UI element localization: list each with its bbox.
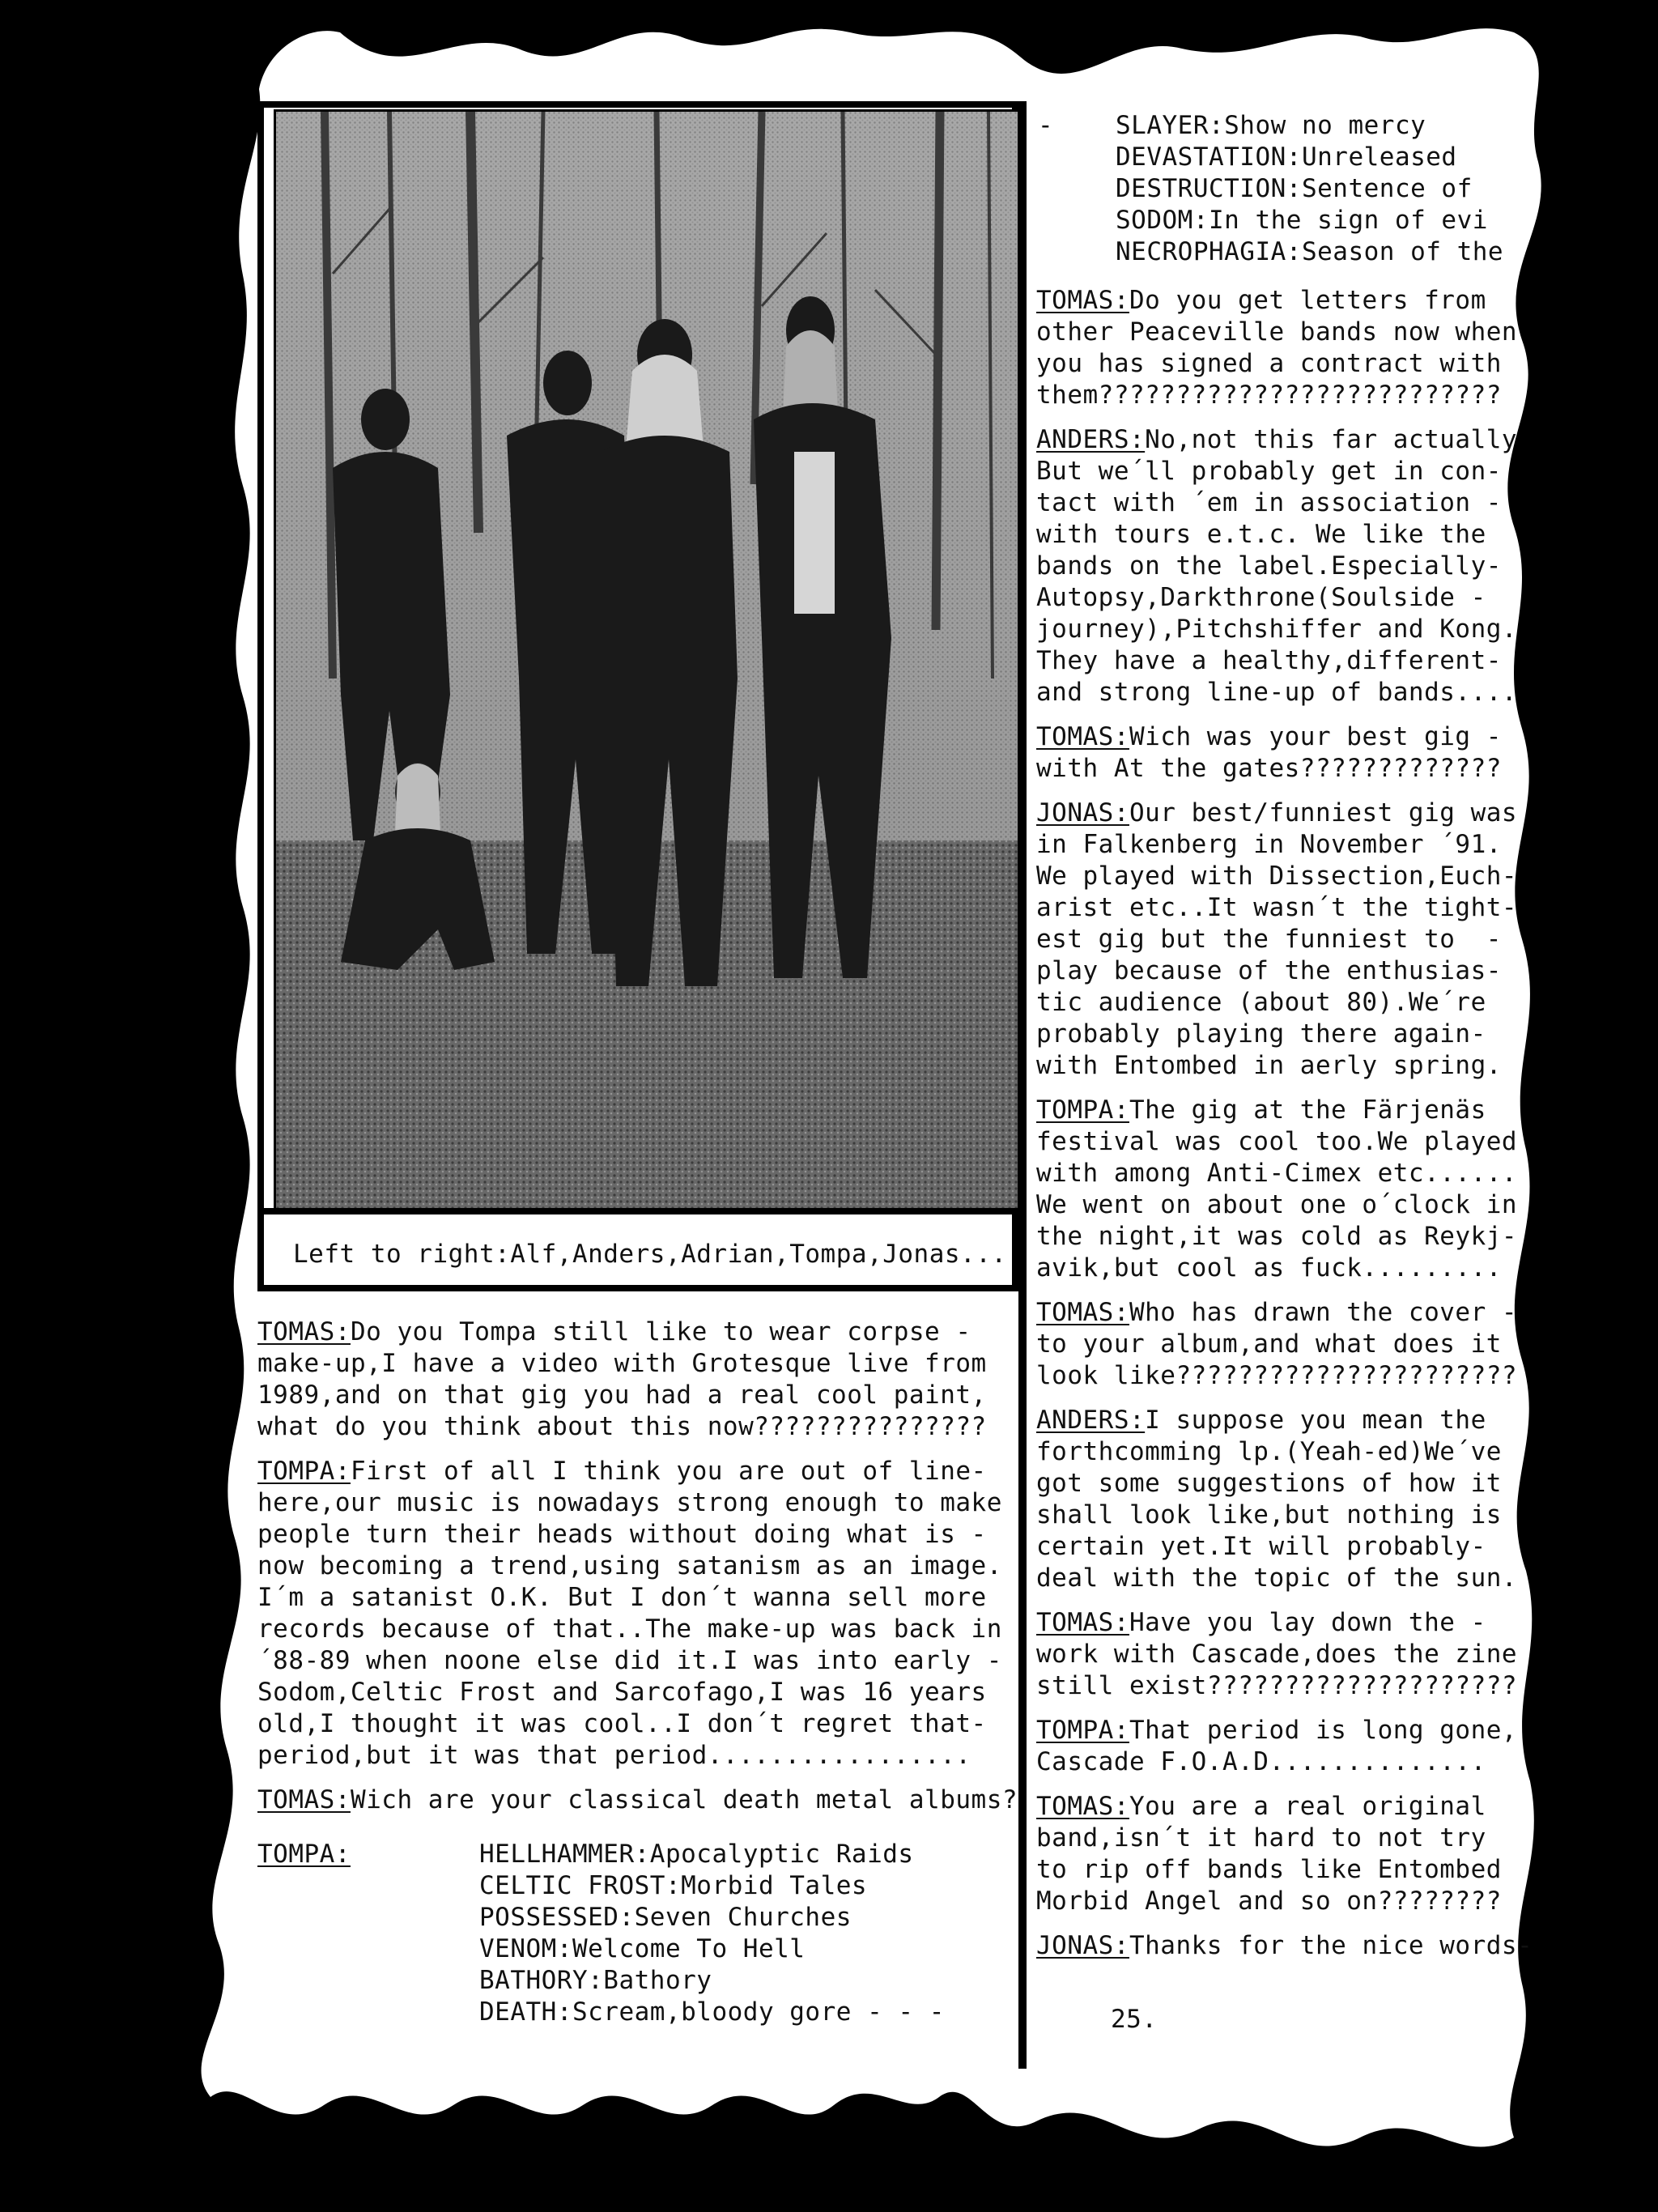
qa-text: ´88-89 when noone else did it.I was into early - [257,1646,1002,1675]
album-entry: DESTRUCTION:Sentence of [1116,174,1473,203]
qa-block [1036,1715,1538,1778]
qa-text: deal with the topic of the sun. [1036,1563,1518,1593]
qa-text: look like?????????????????????? [1036,1361,1518,1390]
qa-line [1036,1607,1538,1639]
right-column-interview [1036,285,1538,1975]
qa-line [257,1677,1018,1708]
qa-text: with At the gates????????????? [1036,754,1502,783]
qa-line [1036,955,1538,987]
qa-line [1036,1436,1538,1468]
qa-block [1036,798,1538,1082]
qa-line [257,1645,1018,1677]
qa-text: But we´ll probably get in con- [1036,457,1502,486]
qa-line [1036,892,1538,924]
album-list-dash: - [1038,111,1054,140]
qa-text: forthcomming lp.(Yeah-ed)We´ve [1036,1437,1502,1466]
qa-text: got some suggestions of how it [1036,1469,1502,1498]
album-entry: VENOM:Welcome To Hell [479,1934,806,1963]
qa-text: Wich was your best gig - [1129,722,1502,751]
qa-block [1036,1930,1538,1962]
qa-text: work with Cascade,does the zine [1036,1640,1518,1669]
qa-line [257,1740,1018,1772]
qa-line [1036,456,1538,487]
speaker-label: JONAS: [1036,798,1129,827]
qa-line [1036,582,1538,614]
album-entry: POSSESSED:Seven Churches [479,1903,852,1932]
qa-line [1036,1095,1538,1126]
left-column-interview [257,1317,1018,1829]
qa-line [1036,1746,1538,1778]
qa-block [1036,1297,1538,1392]
qa-line [1036,380,1538,411]
qa-text: That period is long gone, [1129,1716,1518,1745]
qa-text: you has signed a contract with [1036,349,1502,378]
qa-text: the night,it was cold as Reykj- [1036,1222,1518,1251]
qa-line [1036,285,1538,317]
qa-line [1036,677,1538,708]
qa-text: tact with ´em in association - [1036,488,1502,517]
qa-line [1036,798,1538,829]
qa-line [1036,551,1538,582]
qa-line [1036,1791,1538,1823]
qa-line [257,1614,1018,1645]
qa-text: records because of that..The make-up was back in [257,1614,1002,1644]
album-list-top [1116,110,1503,268]
qa-block [1036,1405,1538,1594]
speaker-label: TOMAS: [1036,1608,1129,1637]
qa-text: with tours e.t.c. We like the [1036,520,1486,549]
qa-text: Who has drawn the cover - [1129,1298,1518,1327]
speaker-label: ANDERS: [1036,1406,1146,1435]
qa-text: now becoming a trend,using satanism as an image. [257,1551,1002,1580]
album-entry: NECROPHAGIA:Season of the [1116,237,1504,266]
qa-text: You are a real original [1129,1792,1486,1821]
qa-text: people turn their heads without doing what is - [257,1520,987,1549]
qa-text: Cascade F.O.A.D.............. [1036,1747,1486,1776]
qa-line [1036,1531,1538,1563]
qa-line [1036,1189,1538,1221]
qa-line [1036,987,1538,1019]
page-number: 25. [1111,2005,1158,2034]
qa-text: play because of the enthusias- [1036,956,1502,985]
qa-block [1036,721,1538,785]
qa-text: Our best/funniest gig was [1129,798,1518,827]
qa-line [257,1582,1018,1614]
band-photo-image [276,112,1018,1208]
qa-line [1036,1823,1538,1854]
qa-block [257,1784,1018,1816]
qa-line [1036,924,1538,955]
qa-line [1036,348,1538,380]
qa-line [257,1708,1018,1740]
qa-line [257,1519,1018,1551]
qa-line [1036,1297,1538,1329]
speaker-label: TOMAS: [1036,1792,1129,1821]
qa-text: shall look like,but nothing is [1036,1500,1502,1529]
qa-line [1036,1253,1538,1284]
qa-line [1036,1639,1538,1670]
album-entry: SLAYER:Show no mercy [1116,111,1426,140]
qa-line [1036,1050,1538,1082]
qa-text: still exist???????????????????? [1036,1671,1518,1700]
speaker-label: TOMPA: [1036,1095,1129,1125]
qa-text: arist etc..It wasn´t the tight- [1036,893,1518,922]
qa-line [1036,1221,1538,1253]
qa-text: Sodom,Celtic Frost and Sarcofago,I was 16 years [257,1678,987,1707]
qa-block [257,1317,1018,1443]
speaker-label: TOMAS: [1036,1298,1129,1327]
qa-block [1036,285,1538,411]
qa-text: 1989,and on that gig you had a real cool paint, [257,1380,987,1410]
qa-text: and strong line-up of bands.... [1036,678,1518,707]
qa-text: to rip off bands like Entombed [1036,1855,1502,1884]
speaker-label: TOMPA: [1036,1716,1129,1745]
speaker-label: TOMAS: [1036,722,1129,751]
qa-text: tic audience (about 80).We´re [1036,988,1486,1017]
qa-text: band,isn´t it hard to not try [1036,1823,1486,1853]
qa-line [1036,1019,1538,1050]
album-list-left [479,1839,945,2028]
speaker-label: TOMAS: [1036,286,1129,315]
qa-line [257,1487,1018,1519]
speaker-label: TOMAS: [257,1317,351,1346]
qa-line [257,1551,1018,1582]
qa-block [1036,1095,1538,1284]
qa-text: est gig but the funniest to - [1036,925,1502,954]
qa-text: Do you get letters from [1129,286,1486,315]
speaker-label: ANDERS: [1036,425,1146,454]
qa-text: We went on about one o´clock in [1036,1190,1518,1219]
qa-line [1036,829,1538,861]
qa-line [1036,614,1538,645]
qa-text: what do you think about this now??????????????? [257,1412,987,1441]
qa-line [257,1784,1018,1816]
qa-line [1036,519,1538,551]
qa-text: First of all I think you are out of line- [350,1457,987,1486]
qa-block [1036,1791,1538,1917]
qa-line [1036,317,1538,348]
qa-line [257,1380,1018,1411]
qa-line [1036,1158,1538,1189]
qa-line [1036,861,1538,892]
qa-line [1036,487,1538,519]
qa-text: Wich are your classical death metal albums? [350,1785,1018,1814]
album-entry: DEVASTATION:Unreleased [1116,143,1457,172]
qa-text: other Peaceville bands now when [1036,317,1518,347]
qa-text: avik,but cool as fuck......... [1036,1253,1502,1283]
qa-text: make-up,I have a video with Grotesque live from [257,1349,987,1378]
band-photo [274,109,1020,1210]
qa-line [257,1317,1018,1348]
qa-text: in Falkenberg in November ´91. [1036,830,1502,859]
qa-text: certain yet.It will probably- [1036,1532,1486,1561]
qa-text: festival was cool too.We played [1036,1127,1518,1156]
qa-text: They have a healthy,different- [1036,646,1502,675]
qa-text: period,but it was that period................. [257,1741,971,1770]
qa-text: journey),Pitchshiffer and Kong. [1036,615,1518,644]
qa-text: The gig at the Färjenäs [1129,1095,1486,1125]
qa-line [257,1456,1018,1487]
qa-text: Morbid Angel and so on???????? [1036,1887,1502,1916]
qa-text: Do you Tompa still like to wear corpse - [350,1317,971,1346]
qa-text: to your album,and what does it [1036,1329,1502,1359]
qa-text: I suppose you mean the [1145,1406,1486,1435]
album-entry: DEATH:Scream,bloody gore - - - [479,1997,945,2027]
qa-line [1036,645,1538,677]
photo-caption: Left to right:Alf,Anders,Adrian,Tompa,Jonas... [293,1240,1007,1269]
qa-text: Thanks for the nice words- [1129,1931,1533,1960]
qa-line [1036,1329,1538,1360]
qa-line [1036,1499,1538,1531]
qa-line [1036,1715,1538,1746]
album-entry: HELLHAMMER:Apocalyptic Raids [479,1840,914,1869]
qa-line [1036,424,1538,456]
album-entry: SODOM:In the sign of evi [1116,206,1488,235]
qa-line [1036,753,1538,785]
qa-text: Have you lay down the - [1129,1608,1486,1637]
speaker-label: TOMPA: [257,1457,351,1486]
qa-text: I´m a satanist O.K. But I don´t wanna sell more [257,1583,987,1612]
speaker-label: TOMAS: [257,1785,351,1814]
qa-text: Autopsy,Darkthrone(Soulside - [1036,583,1486,612]
qa-block [1036,424,1538,708]
qa-line [1036,1405,1538,1436]
album-entry: CELTIC FROST:Morbid Tales [479,1871,868,1900]
qa-text: We played with Dissection,Euch- [1036,861,1518,891]
qa-text: here,our music is nowadays strong enough to make [257,1488,1002,1517]
qa-line [1036,1468,1538,1499]
qa-line [1036,721,1538,753]
qa-line [1036,1563,1538,1594]
qa-line [257,1411,1018,1443]
qa-text: them?????????????????????????? [1036,381,1502,410]
qa-block [257,1456,1018,1772]
qa-text: with among Anti-Cimex etc...... [1036,1159,1518,1188]
qa-line [1036,1670,1538,1702]
qa-line [1036,1360,1538,1392]
qa-line [1036,1126,1538,1158]
speaker-label: JONAS: [1036,1931,1129,1960]
qa-line [257,1348,1018,1380]
album-entry: BATHORY:Bathory [479,1966,712,1995]
qa-text: probably playing there again- [1036,1019,1486,1049]
qa-block [1036,1607,1538,1702]
qa-text: old,I thought it was cool..I don´t regret that- [257,1709,987,1738]
qa-text: No,not this far actually [1145,425,1518,454]
qa-line [1036,1854,1538,1886]
qa-line [1036,1886,1538,1917]
albums-speaker: TOMPA: [257,1840,351,1869]
qa-line [1036,1930,1538,1962]
qa-text: with Entombed in aerly spring. [1036,1051,1502,1080]
qa-text: bands on the label.Especially- [1036,551,1502,581]
